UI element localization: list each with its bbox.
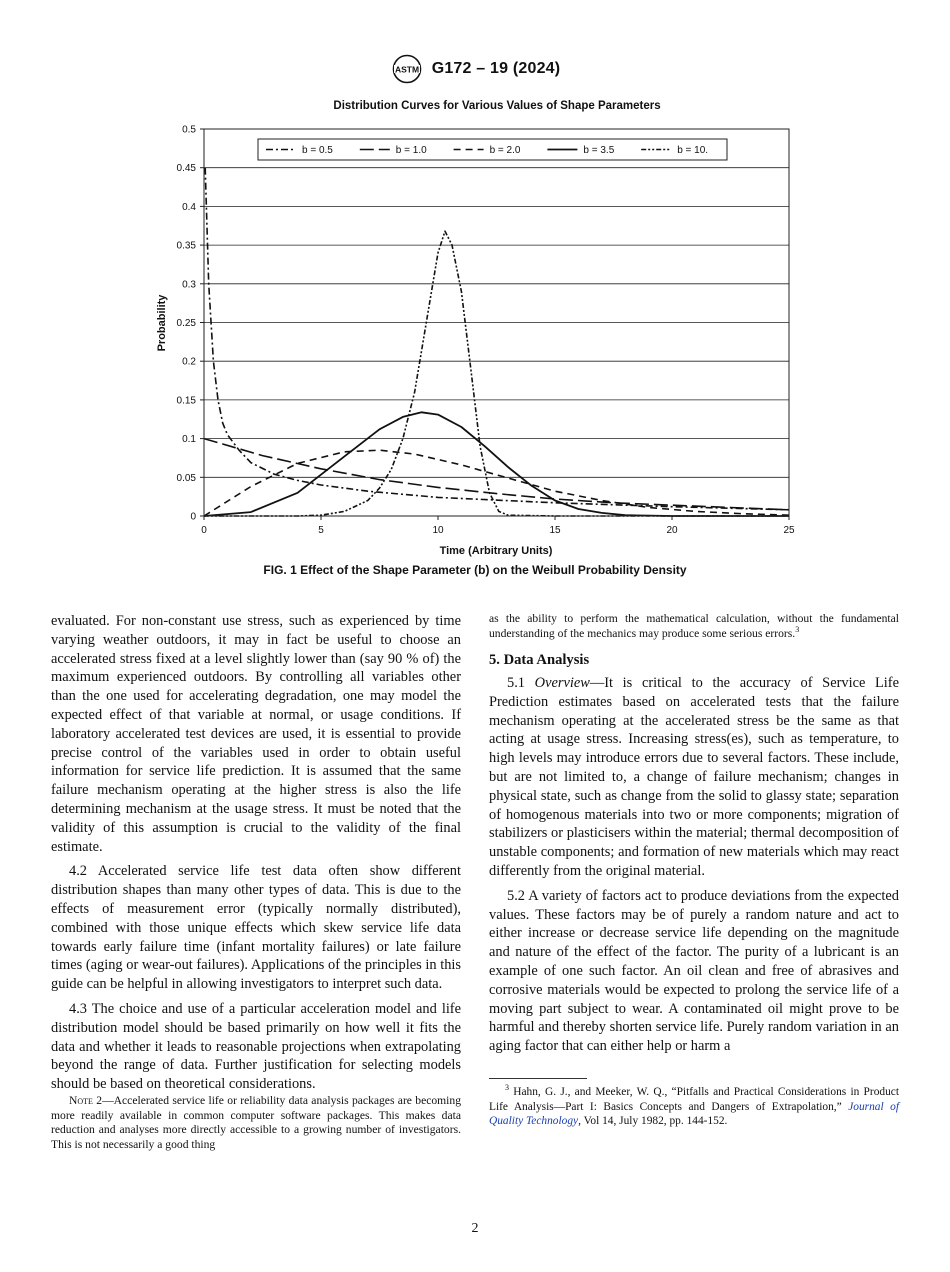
right-column [489,612,899,1129]
journal-link[interactable]: Journal of Quality Technology [489,1100,899,1128]
weibull-distribution-chart [0,88,950,558]
note-2-text: —Accelerated service life or reliability data analysis packages are becoming more readily available in common computer software packages. This makes data reduction and analyses more directly accessible to a growing number of investigators. This is not necessarily a good thing [51,1093,461,1151]
paragraph-4-1-continued: evaluated. For non-constant use stress, such as experienced by time varying weather outdoors, it may in fact be useful to choose an accelerated stress fixed at a level slightly lower than (say 90 % of) the maximum experienced outdoors. By controlling all variables other than the one used for accelerating degradation, one may model the expected effect of that variable at normal, or usage conditions. If laboratory accelerated test devices are used, it is essential to provide precise control of the variables used in order to obtain useful information for service life prediction. It is assumed that the same failure mechanism operating at the higher stress is also the life determining mechanism at the usage stress. It must be noted that the validity of this assumption is crucial to the validity of the final estimate. [51,613,461,855]
paragraph-5-1: 5.1 Overview—It is critical to the accuracy of Service Life Prediction estimates based on accelerated tests that the failure mechanism operating at the accelerated stress be the same as that acting at usage stress. Increasing stress(es), such as temperature, to high levels may introduce errors due to several factors. These include, but are not limited to, a change of failure mechanism; changes in physical state, such as change from the solid to glassy state; separation of homogenous materials into two or more components; migration of stabilizers or plasticisers within the material; thermal decomposition of unstable components; and formation of new materials which may react differently from the original material. [489,674,899,879]
y-tick-label: 0.2 [182,356,196,368]
left-column [51,612,461,1158]
page-number: 2 [471,1221,479,1236]
y-tick-label: 0.1 [182,434,196,446]
y-axis-label: Probability [156,294,168,352]
note-2-continued: as the ability to perform the mathematical calculation, without the fundamental understanding of the mechanics may produce some serious errors.$^3$ [489,612,899,640]
paragraph-4-2: 4.2 Accelerated service life test data often show different distribution shapes than many other types of data. This is due to the effects of measurement error (typically normally distributed), combined with those unique effects which skew service life data towards early failure time (infant mortality failures) or late failure times (aging or wear-out failures). Applications of the principles in this guide can be helpful in allowing investigators to interpret such data. [51,863,461,993]
legend-label: b = 0.5 [302,145,333,156]
x-axis-label: Time (Arbitrary Units) [439,545,553,557]
x-tick-label: 0 [201,525,207,536]
section-heading-data-analysis: 5. Data Analysis [489,652,590,669]
x-tick-label: 20 [666,525,678,536]
x-tick-label: 25 [783,525,795,536]
y-tick-label: 0.45 [176,163,196,175]
y-tick-label: 0.05 [176,472,196,484]
note-2 [51,1094,461,1152]
chart-gridlines [204,168,789,478]
x-tick-label: 10 [432,525,444,536]
x-axis-ticks [201,516,795,536]
y-tick-label: 0.5 [182,124,196,136]
footnote-ref-3: 3 [795,624,800,634]
note-2-label: Note 2 [69,1093,103,1107]
footnote-divider [489,1078,587,1079]
legend-label: b = 3.5 [583,145,615,156]
figure-caption: FIG. 1 Effect of the Shape Parameter (b) on the Weibull Probability Density [263,563,687,577]
y-tick-label: 0.15 [176,395,196,407]
footnote-3: $^3$ Hahn, G. J., and Meeker, W. Q., “Pitfalls and Practical Considerations in Product Life Analysis—Part I: Basics Concepts and Dangers of Extrapolation,” Journal of Quality Technology, Vol 14, July 1982, pp. 144-152. [489,1083,899,1128]
legend-label: b = 2.0 [489,145,521,156]
x-tick-label: 5 [318,525,324,536]
paragraph-4-3: 4.3 The choice and use of a particular acceleration model and life distribution model should be based primarily on how well it fits the data and whether it leads to reasonable projections when extrapolating beyond the range of data. Further justification for selecting models should be based on theoretical considerations. [51,1000,461,1093]
y-tick-label: 0.3 [182,279,196,291]
series-line-2 [204,439,789,510]
legend-label: b = 10. [677,145,709,156]
chart-legend [258,139,727,160]
y-tick-label: 0 [190,511,196,523]
standard-designation: G172 – 19 (2024) [431,60,561,77]
svg-text:ASTM: ASTM [394,64,419,75]
astm-logo [390,54,424,84]
legend-label: b = 1.0 [395,145,427,156]
y-tick-label: 0.4 [182,201,196,213]
overview-term: Overview [534,674,590,691]
document-header [0,54,950,84]
paragraph-5-2: 5.2 A variety of factors act to produce deviations from the expected values. These factors may be of purely a random nature and act to either increase or decrease service life depending on the magnitude and nature of the effect of the factor. The purity of a lubricant is an example of one such factor. An oil clean and free of abrasives and corrosive materials would be expected to prolong the service life of a moving part subject to wear. A contaminated oil might prove to be harmful and thereby shorten service life. Purely random variation in an aging factor that can either help or harm a [489,887,899,1055]
y-tick-label: 0.25 [176,318,196,329]
chart-series [204,168,789,516]
y-tick-label: 0.35 [176,240,196,252]
y-axis-ticks [177,125,204,523]
chart-title: Distribution Curves for Various Values of Shape Parameters [333,100,661,112]
series-line-5 [204,231,789,516]
x-tick-label: 15 [549,525,561,536]
